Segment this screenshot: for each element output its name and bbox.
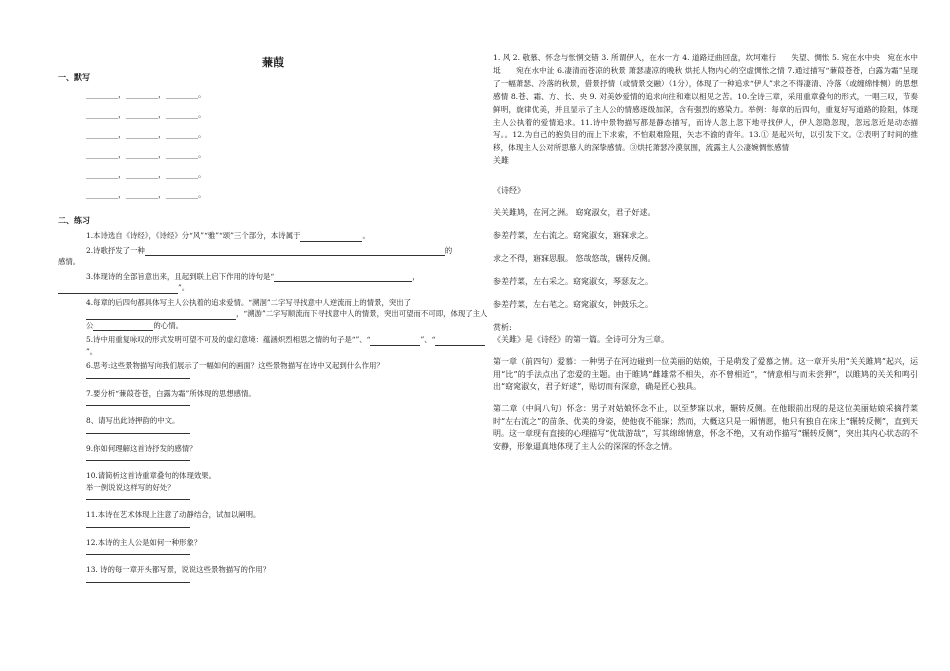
answer-blank[interactable] (145, 246, 445, 256)
answer-key: 1. 风 2. 敬慕、怀念与怅惘交错 3. 所谓伊人，在水一方 4. 道路迂曲回盘，坎坷难行 失望、惆怅 5. 宛在水中央 宛在水中坻 宛在水中沚 6.凄清而苍凉的秋景 萧瑟凄凉的晚秋 烘托人物内心的空虚惆怅之情 7.通过描写“蒹葭苍苍，白露为霜”呈现了一幅萧瑟、冷落的秋景，借景抒情（或情景交融）（1分），体现了一种追求“伊人”求之不得凄清、冷落（或缠绵悱恻）的思想感情 8.苍、霜、方、长、央 9. 对美妙爱情的追求向往和难以相见之苦。10.全诗三章，采用重章叠句的形式，一唱三叹，节奏鲜明，旋律优美，并且显示了主人公的情感逐级加深，含有强烈的感染力。举例：每章的后四句，重复好写道路的险阻，体现主人公执着的爱情追求。11.诗中景物描写都是静态描写，而诗人忽上忽下地寻找伊人，伊人忽隐忽现，忽远忽近是动态描写。。12.为自己的抱负目的而上下求索，不怕艰难险阻，矢志不渝的青年。13.① 是起兴句，以引发下文。②表明了时间的推移，体现主人公对所思慕人的深挚感情。③烘托萧瑟冷漠氛围，流露主人公凄婉惆怅感情 (493, 53, 918, 153)
poem-source: 《诗经》 (493, 186, 525, 196)
right-column (493, 52, 918, 463)
answer-line[interactable] (86, 405, 190, 406)
dictation-line-2[interactable]: ________，________，________。 (86, 110, 206, 119)
poem-line-1: 关关雎鸠，在河之洲。 窈窕淑女，君子好逑。 (493, 208, 656, 218)
question-12: 12.本诗的主人公是如何一种形象？ (86, 537, 202, 547)
dictation-lines (58, 87, 488, 207)
question-4: 4.每章的后四句都具体写主人公执着的追求爱情。“溯洄”二字写寻找意中人逆流而上的情景，突出了，“溯游”二字写顺流而下寻找意中人的情景，突出可望而不可即，体现了主人公 的心情。 (86, 297, 488, 330)
poem-line-4: 参差荇菜，左右采之。窈窕淑女，琴瑟友之。 (493, 277, 653, 287)
answer-blank[interactable] (370, 336, 420, 346)
dictation-line-5[interactable]: ________，________，________。 (86, 170, 206, 179)
poem-line-3: 求之不得，寤寐思服。 悠哉悠哉，辗转反侧。 (493, 254, 656, 264)
question-6: 6.思考:这些景物描写向我们展示了一幅如何的画面？这些景物描写在诗中又起到什么作用？ (86, 361, 384, 370)
page-title: 蒹葭 (262, 56, 284, 69)
question-11: 11.本诗在艺术体现上注意了动静结合，试加以阐明。 (86, 510, 261, 519)
answer-blank[interactable] (274, 272, 412, 282)
dictation-line-4[interactable]: ________，________，________。 (86, 150, 206, 159)
answer-line[interactable] (86, 460, 190, 461)
dictation-line-1[interactable]: ________，________，________。 (86, 90, 206, 99)
section-exercise-heading: 二、练习 (58, 215, 90, 225)
left-column (58, 52, 488, 592)
answer-blank[interactable] (58, 284, 178, 294)
question-5: 5.诗中用重复咏叹的形式发明可望不可及的虚幻意境：蕴涵炽烈相思之情的句子是“”、“ ”、“”。 (58, 334, 488, 357)
answer-line[interactable] (86, 582, 190, 583)
dictation-line-3[interactable]: ________，________，________。 (86, 130, 206, 139)
question-1: 1.本诗选自《诗经》，《诗经》分“风”“雅”“颂”三个部分，本诗属于 。 (86, 231, 370, 240)
poem-line-5: 参差荇菜，左右芼之。窈窕淑女，钟鼓乐之。 (493, 300, 653, 310)
answer-line[interactable] (86, 378, 190, 379)
question-13: 13. 诗的每一章开头都写景，说说这些景物描写的作用？ (86, 565, 271, 574)
question-7: 7.要分析“蒹葭苍苍，白露为霜”所体现的思想感情。 (86, 388, 256, 398)
answer-line[interactable] (86, 527, 190, 528)
chapter-1-analysis: 第一章（前四句）爱慕：一种男子在河边碰到一位美丽的姑娘，于是萌发了爱慕之情。这一章开头用“关关雎鸠”起兴，运用“比”的手法点出了恋爱的主题。由于睢鸠“雌雄常不相失，亦不曾相近”，“情意相与而未尝狎”，以睢鸠的关关和鸣引出“窈窕淑女，君子好逑”，贴切而有深意，确是匠心独具。 (493, 357, 918, 392)
question-2: 2.诗歌抒发了一种 的 感情。 (58, 245, 453, 266)
question-8: 8、请写出此诗押韵的中文。 (86, 416, 180, 425)
question-10: 10.请简析这首诗重章叠句的体现效果。 举一例说说这样写的好处？ (86, 471, 217, 492)
answer-line[interactable] (86, 499, 190, 500)
answer-blank[interactable] (300, 232, 362, 242)
answer-blank[interactable] (93, 321, 153, 331)
question-9: 9.你如何理解这首诗抒发的感情？ (86, 443, 197, 453)
question-3: 3.体现诗的全部旨意出来，且起到联上启下作用的诗句是“ ， ”。 (58, 271, 488, 294)
appreciation-intro: 《关雎》是《诗经》的第一篇。全诗可分为三章。 (493, 335, 669, 345)
poem-line-2: 参差荇菜，左右流之。窈窕淑女，寤寐求之。 (493, 231, 653, 241)
poem-title: 关雎 (493, 156, 509, 166)
dictation-line-6[interactable]: ________，________，________。 (86, 190, 206, 199)
section-dictation-heading: 一、默写 (58, 72, 90, 82)
answer-blank[interactable] (86, 310, 236, 320)
answer-line[interactable] (86, 433, 190, 434)
answer-line[interactable] (86, 554, 190, 555)
answer-blank[interactable] (435, 336, 485, 346)
appreciation-label: 赏析: (493, 323, 512, 333)
chapter-2-analysis: 第二章（中间八句）怀念：男子对姑娘怀念不止，以至梦寐以求，辗转反侧。在他眼前出现的是这位美丽姑娘采摘荇菜时“左右流之”的苗条、优美的身姿，使他夜不能寐；然而，大概这只是一厢情愿，他只有独自在床上“辗转反侧”，直到天明。这一章现有直接的心理描写“优哉游哉”，写其绵绵情意，怀念不绝，又有动作描写“辗转反侧”，突出其内心状态的不安静，形象逼真地体现了主人公的深深的怀念之情。 (493, 404, 918, 451)
